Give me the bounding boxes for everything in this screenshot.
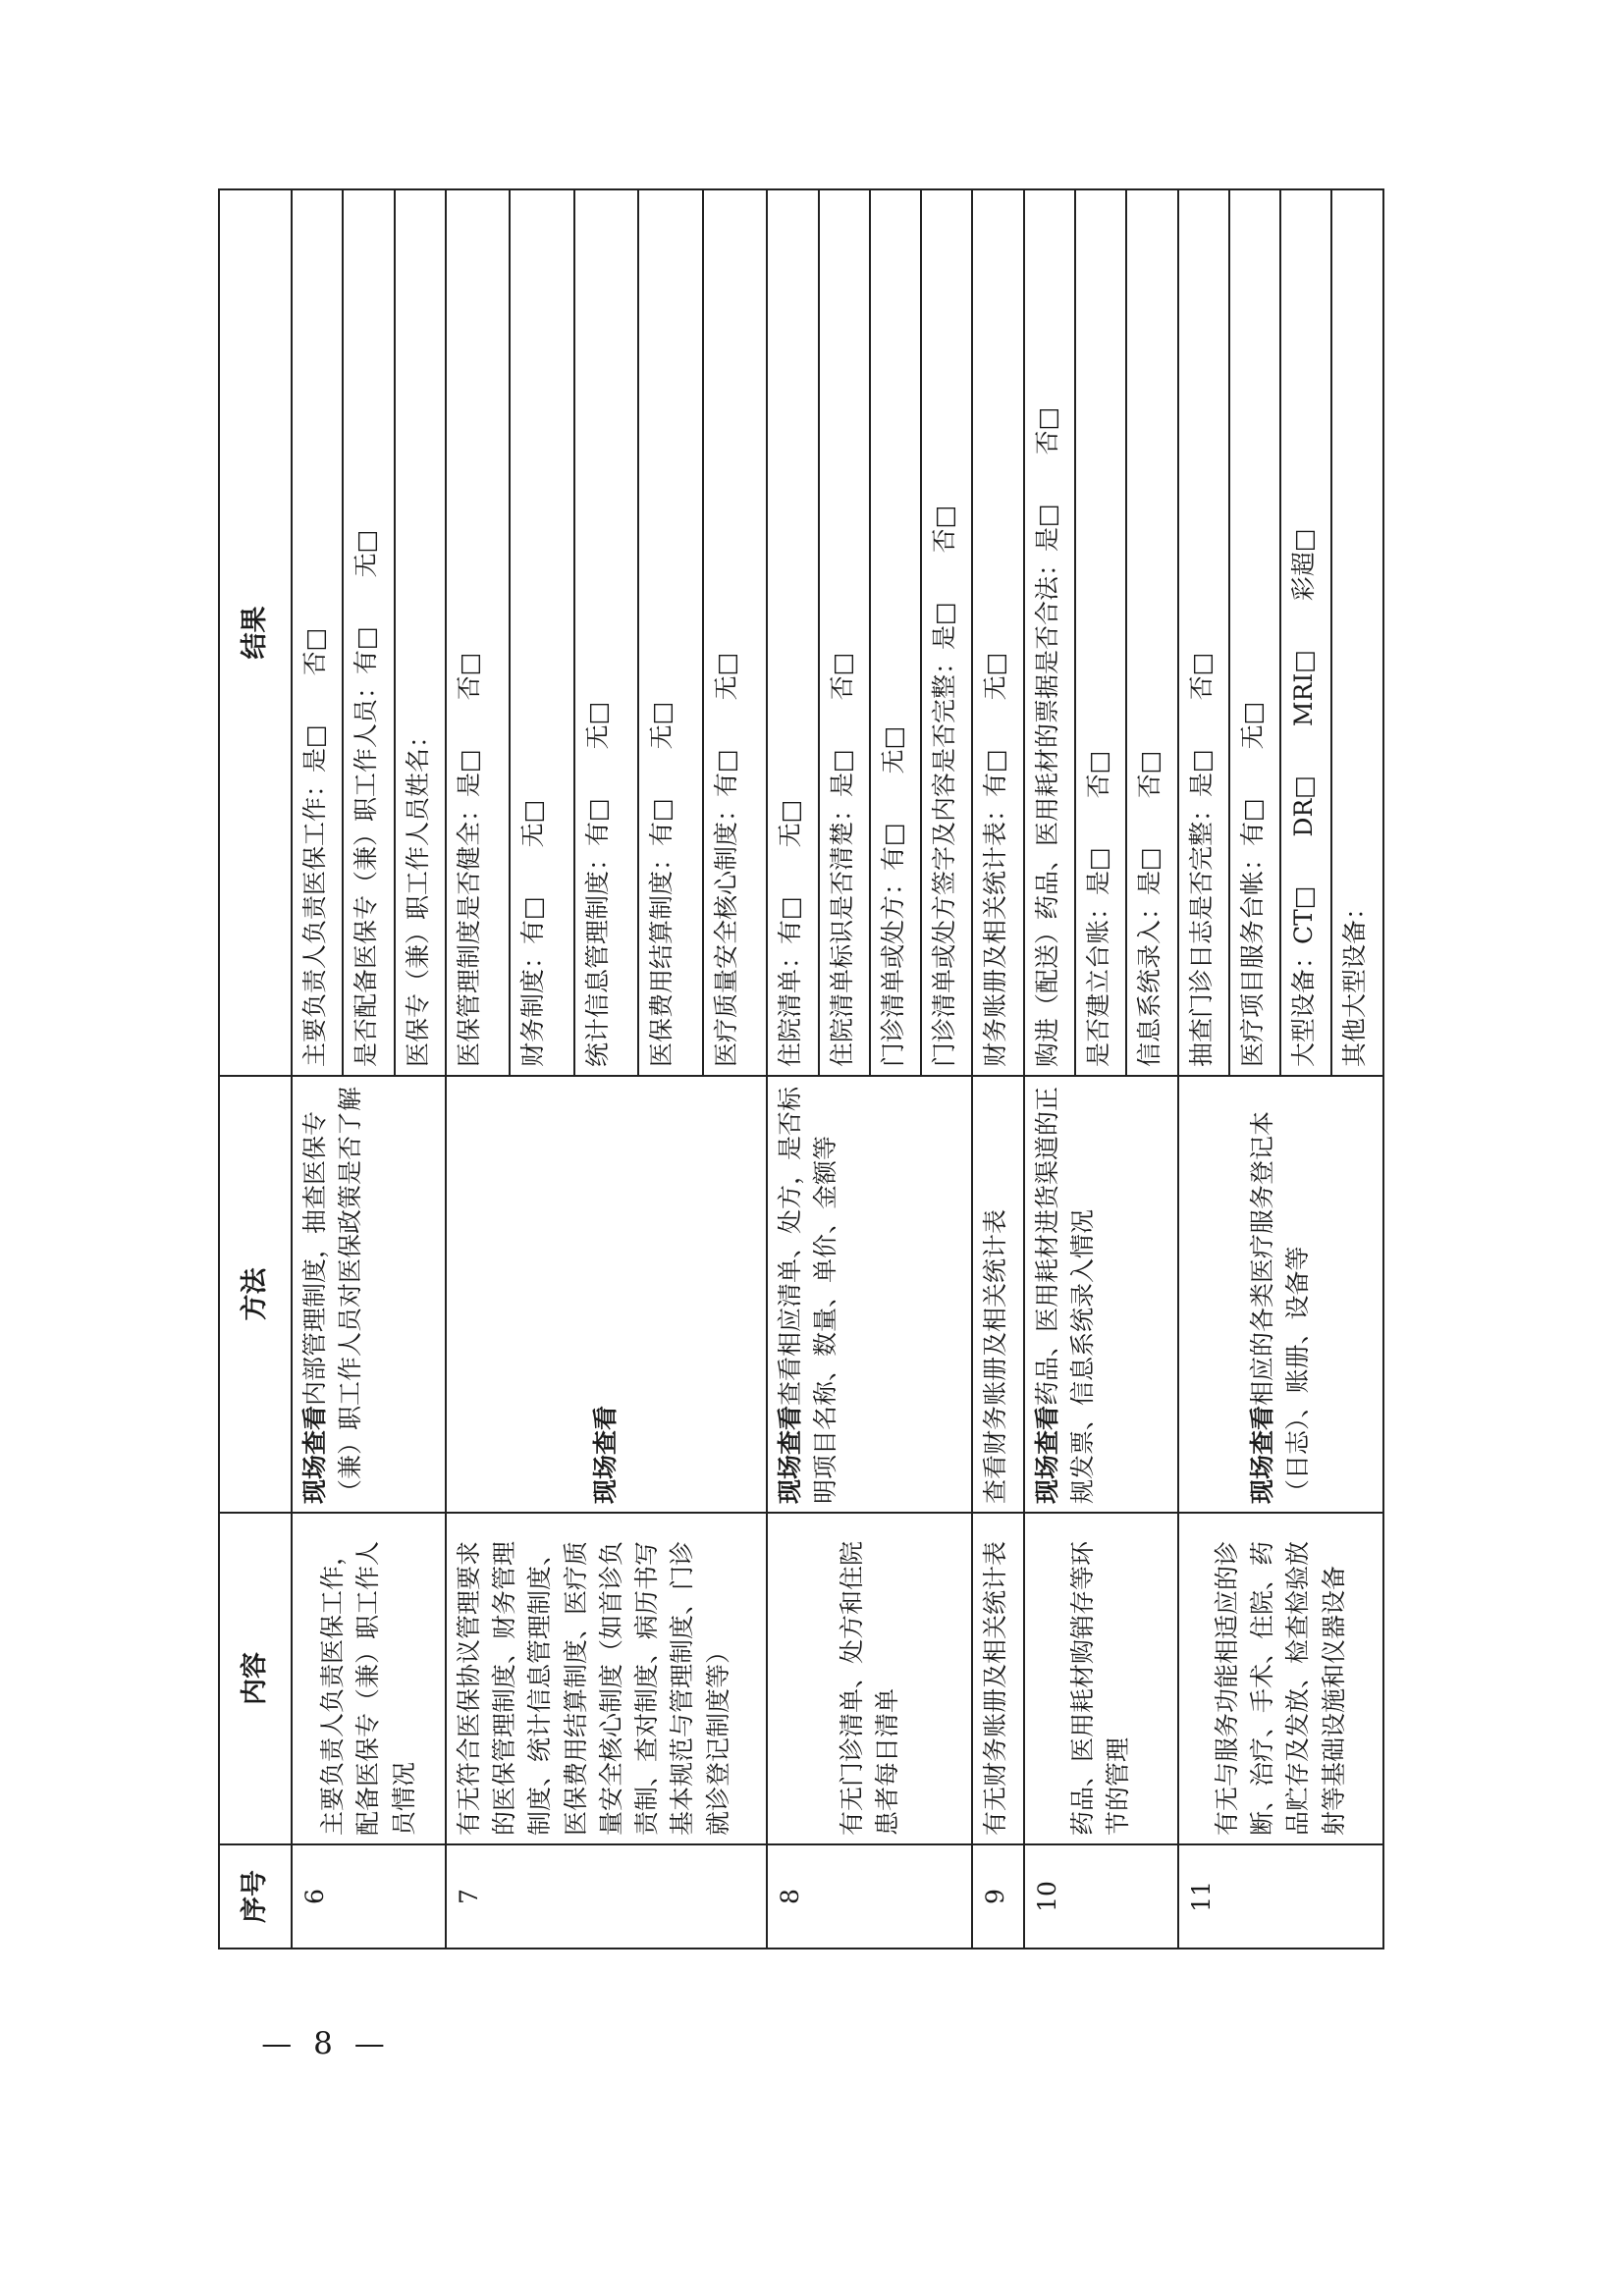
result-item: 抽查门诊日志是否完整：是□ 否□ [1178, 189, 1229, 1076]
header-content: 内容 [219, 1513, 292, 1844]
row-content: 有无财务账册及相关统计表 [972, 1513, 1023, 1844]
result-item: 门诊清单或处方：有□ 无□ [870, 189, 921, 1076]
header-no: 序号 [219, 1844, 292, 1949]
result-item: 医疗质量安全核心制度：有□ 无□ [703, 189, 768, 1076]
result-item: 信息系统录入：是□ 否□ [1126, 189, 1177, 1076]
result-item: 是否配备医保专（兼）职工作人员：有□ 无□ [343, 189, 394, 1076]
header-method: 方法 [219, 1076, 292, 1513]
result-item: 财务账册及相关统计表：有□ 无□ [972, 189, 1023, 1076]
row-method [1178, 1076, 1383, 1513]
row-method [1024, 1076, 1178, 1513]
method-text: 查看财务账册及相关统计表 [981, 1208, 1010, 1504]
row-method [292, 1076, 446, 1513]
result-item: 统计信息管理制度：有□ 无□ [574, 189, 638, 1076]
row-number: 11 [1178, 1844, 1383, 1949]
result-item: 购进（配送）药品、医用耗材的票据是否合法：是□ 否□ [1024, 189, 1075, 1076]
table-row [1024, 189, 1075, 1949]
row-content: 有无门诊清单、处方和住院患者每日清单 [767, 1513, 972, 1844]
row-method [446, 1076, 767, 1513]
method-text: 查看相应清单、处方，是否标明项目名称、数量、单价、金额等 [776, 1086, 840, 1504]
row-method [972, 1076, 1023, 1513]
row-number: 9 [972, 1844, 1023, 1949]
result-item: 住院清单标识是否清楚：是□ 否□ [819, 189, 870, 1076]
method-keyword: 现场查看 [591, 1405, 621, 1504]
row-method [767, 1076, 972, 1513]
table-row [292, 189, 343, 1949]
result-item: 主要负责人负责医保工作：是□ 否□ [292, 189, 343, 1076]
row-number: 8 [767, 1844, 972, 1949]
table-header-row [219, 189, 292, 1949]
method-keyword: 现场查看 [300, 1405, 329, 1504]
result-item: 大型设备：CT□ DR□ MRI□ 彩超□ [1280, 189, 1331, 1076]
result-item: 住院清单：有□ 无□ [767, 189, 818, 1076]
method-keyword: 现场查看 [1032, 1405, 1061, 1504]
table-row [767, 189, 818, 1949]
result-item: 医疗项目服务台帐：有□ 无□ [1229, 189, 1280, 1076]
row-number: 6 [292, 1844, 446, 1949]
header-result: 结果 [219, 189, 292, 1076]
method-text: 相应的各类医疗服务登记本（日志）、账册、设备等 [1248, 1110, 1313, 1504]
row-number: 10 [1024, 1844, 1178, 1949]
result-item: 是否建立台账：是□ 否□ [1075, 189, 1126, 1076]
row-content: 药品、医用耗材购销存等环节的管理 [1024, 1513, 1178, 1844]
page-number: — 8 — [261, 2026, 391, 2061]
method-keyword: 现场查看 [776, 1405, 805, 1504]
row-content: 有无符合医保协议管理要求的医保管理制度、财务管理制度、统计信息管理制度、医保费用结算制度、医疗质量安全核心制度（如首诊负责制、查对制度、病历书写基本规范与管理制度、门诊就诊登记制度等） [446, 1513, 767, 1844]
inspection-table [218, 188, 1384, 1949]
result-item: 其他大型设备： [1331, 189, 1383, 1076]
table-row [972, 189, 1023, 1949]
method-text: 内部管理制度，抽查医保专（兼）职工作人员对医保政策是否了解 [300, 1086, 365, 1504]
result-item: 门诊清单或处方签字及内容是否完整：是□ 否□ [921, 189, 972, 1076]
table-row [446, 189, 510, 1949]
result-item: 医保专（兼）职工作人员姓名： [395, 189, 446, 1076]
result-item: 财务制度：有□ 无□ [510, 189, 573, 1076]
table-row [1178, 189, 1229, 1949]
row-number: 7 [446, 1844, 767, 1949]
method-keyword: 现场查看 [1248, 1405, 1277, 1504]
row-content: 有无与服务功能相适应的诊断、治疗、手术、住院、药品贮存及发放、检查检验放射等基础设施和仪器设备 [1178, 1513, 1383, 1844]
result-item: 医保费用结算制度：有□ 无□ [638, 189, 702, 1076]
row-content: 主要负责人负责医保工作，配备医保专（兼）职工作人员情况 [292, 1513, 446, 1844]
method-text: 药品、医用耗材进货渠道的正规发票、信息系统录入情况 [1032, 1086, 1097, 1504]
rotated-table-sheet [218, 190, 1384, 1949]
result-item: 医保管理制度是否健全：是□ 否□ [446, 189, 510, 1076]
